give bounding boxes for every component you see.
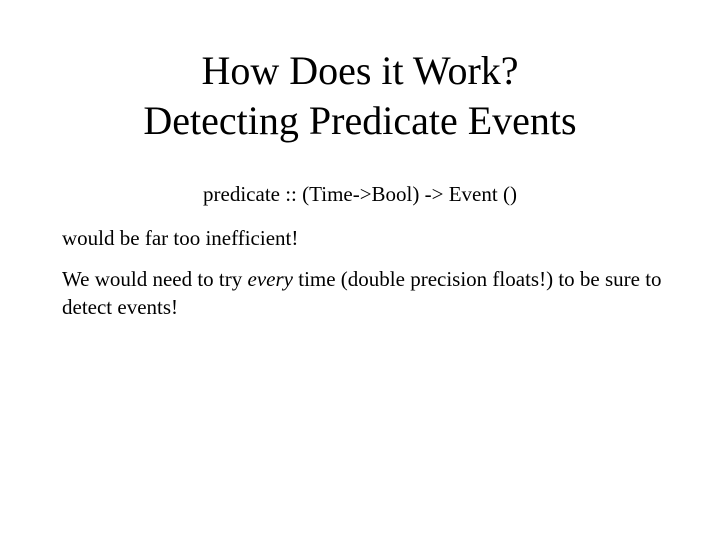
explanation-text-end: time (double precision floats!) to be sure to detect events! [62, 267, 662, 319]
emphasis-every: every [247, 267, 293, 291]
title-line-1: How Does it Work? [201, 48, 519, 93]
slide-title [0, 46, 720, 146]
predicate-signature: predicate :: (Time->Bool) -> Event () [203, 182, 517, 206]
explanation-text-start: We would need to try [62, 267, 248, 291]
explanation-paragraph [62, 265, 662, 321]
inefficiency-note: would be far too inefficient! [62, 226, 299, 250]
title-line-2: Detecting Predicate Events [143, 98, 577, 143]
